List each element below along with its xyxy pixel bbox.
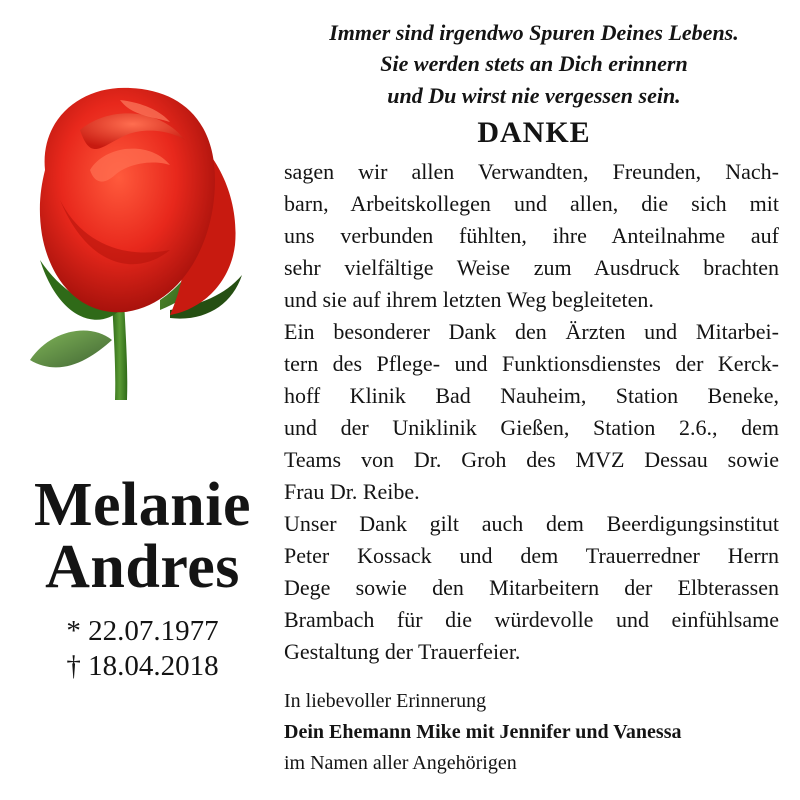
signature-names: Dein Ehemann Mike mit Jennifer und Vanessa: [284, 721, 682, 743]
body-text-line: Gestaltung der Trauerfeier.: [284, 639, 521, 664]
body-text-line: Ein besonderer Dank den Ärzten und Mitarbei-: [284, 319, 779, 344]
body-text-line: Frau Dr. Reibe.: [284, 479, 420, 504]
body-text-line: hoff Klinik Bad Nauheim, Station Beneke,: [284, 383, 779, 408]
body-text-line: sehr vielfältige Weise zum Ausdruck brachten: [284, 255, 779, 280]
motto-line: Immer sind irgendwo Spuren Deines Lebens.: [329, 20, 739, 45]
motto-line: und Du wirst nie vergessen sein.: [387, 83, 681, 108]
body-text-line: Dege sowie den Mitarbeitern der Elbterassen: [284, 575, 779, 600]
body-text-line: uns verbunden fühlten, ihre Anteilnahme auf: [284, 223, 779, 248]
body-text-line: Unser Dank gilt auch dem Beerdigungsinstitut: [284, 511, 779, 536]
deceased-last-name: Andres: [45, 533, 240, 601]
motto-line: Sie werden stets an Dich erinnern: [380, 51, 688, 76]
body-text-line: Teams von Dr. Groh des MVZ Dessau sowie: [284, 447, 779, 472]
body-text-line: Peter Kossack und dem Trauerredner Herrn: [284, 543, 779, 568]
body-text-line: und der Uniklinik Gießen, Station 2.6., dem: [284, 415, 779, 440]
signature-closing: im Namen aller Angehörigen: [284, 752, 517, 774]
death-date: † 18.04.2018: [66, 650, 219, 682]
body-text-line: und sie auf ihrem letzten Weg begleiteten.: [284, 287, 654, 312]
birth-date: * 22.07.1977: [66, 615, 219, 647]
deceased-first-name: Melanie: [34, 471, 251, 539]
body-text-line: sagen wir allen Verwandten, Freunden, Nach-: [284, 159, 779, 184]
signature-intro: In liebevoller Erinnerung: [284, 690, 487, 712]
body-text-line: tern des Pflege- und Funktionsdienstes der Kerck-: [284, 351, 779, 376]
red-rose-image: [20, 60, 252, 400]
body-text-line: barn, Arbeitskollegen und allen, die sich mit: [284, 191, 779, 216]
thanks-heading: DANKE: [477, 116, 591, 149]
body-text-line: Brambach für die würdevolle und einfühlsame: [284, 607, 779, 632]
